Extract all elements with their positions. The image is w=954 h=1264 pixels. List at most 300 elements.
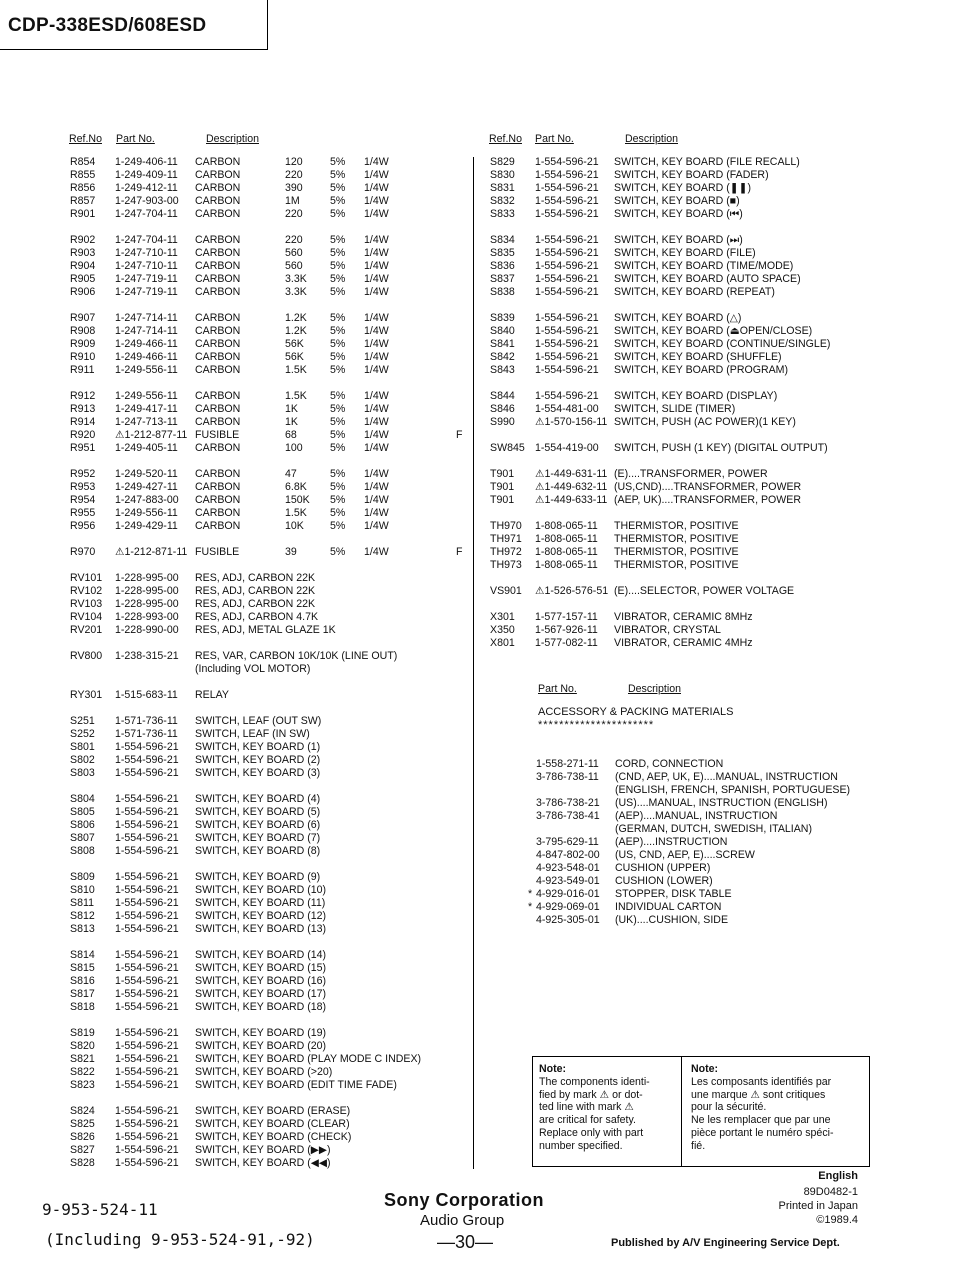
part-part: ⚠1-212-877-11 <box>115 429 188 441</box>
part-val: 10K <box>285 520 304 532</box>
part-part: 1-554-596-21 <box>535 182 599 194</box>
part-part: 1-554-596-21 <box>115 1053 179 1065</box>
packing-description-header: Description <box>628 683 681 695</box>
page-number: —30— <box>437 1232 494 1252</box>
part-desc: CARBON <box>195 494 241 506</box>
part-desc: CARBON <box>195 286 241 298</box>
part-ref: X801 <box>490 637 515 649</box>
part-val: 1.2K <box>285 325 307 337</box>
part-row <box>0 520 954 533</box>
part-ref: R954 <box>70 494 96 506</box>
part-ref: R902 <box>70 234 96 246</box>
part-desc: CARBON <box>195 208 241 220</box>
part-desc: CARBON <box>195 169 241 181</box>
part-row <box>0 286 954 299</box>
printed-in: Printed in Japan <box>778 1200 858 1212</box>
part-ref: S831 <box>490 182 515 194</box>
part-row <box>0 195 954 208</box>
part-val: 56K <box>285 338 304 350</box>
part-part: 1-554-596-21 <box>115 1144 179 1156</box>
part-ref: R855 <box>70 169 96 181</box>
part-ref: S834 <box>490 234 515 246</box>
part-desc: SWITCH, PUSH (1 KEY) (DIGITAL OUTPUT) <box>614 442 828 454</box>
part-ref: S802 <box>70 754 95 766</box>
packing-desc: (AEP)....MANUAL, INSTRUCTION <box>615 810 778 822</box>
part-row <box>0 312 954 325</box>
part-part: ⚠1-212-871-11 <box>115 546 188 558</box>
part-watt: 1/4W <box>364 286 389 298</box>
part-part: 1-554-596-21 <box>535 260 599 272</box>
part-watt: 1/4W <box>364 507 389 519</box>
part-ref: S252 <box>70 728 95 740</box>
part-part: 1-228-995-00 <box>115 598 179 610</box>
part-watt: 1/4W <box>364 481 389 493</box>
part-desc: CARBON <box>195 260 241 272</box>
part-ref: S823 <box>70 1079 95 1091</box>
part-ref: S807 <box>70 832 95 844</box>
part-row <box>0 338 954 351</box>
part-part: 1-247-714-11 <box>115 312 178 324</box>
part-part: 1-238-315-21 <box>115 650 179 662</box>
part-ref: S818 <box>70 1001 95 1013</box>
part-part: 1-554-596-21 <box>535 351 599 363</box>
note-line: are critical for safety. <box>539 1114 636 1127</box>
part-part: 1-554-596-21 <box>535 208 599 220</box>
part-desc: SWITCH, KEY BOARD (SHUFFLE) <box>614 351 782 363</box>
part-part: 1-554-596-21 <box>535 169 599 181</box>
note-line: Les composants identifiés par <box>691 1075 832 1088</box>
part-ref: R953 <box>70 481 96 493</box>
part-watt: 1/4W <box>364 234 389 246</box>
part-row <box>0 962 470 975</box>
note-line: ted line with mark ⚠ <box>539 1101 634 1114</box>
part-desc: SWITCH, KEY BOARD (>20) <box>195 1066 333 1078</box>
part-ref: R856 <box>70 182 96 194</box>
note-english <box>539 1063 677 1153</box>
part-row <box>0 494 954 507</box>
part-part: 1-554-596-21 <box>115 975 179 987</box>
part-ref: S817 <box>70 988 95 1000</box>
part-val: 1.5K <box>285 390 307 402</box>
packing-row <box>0 784 954 797</box>
part-part: 1-228-993-00 <box>115 611 179 623</box>
part-row <box>0 1079 470 1092</box>
packing-desc: STOPPER, DISK TABLE <box>615 888 732 900</box>
part-part: 1-228-995-00 <box>115 585 179 597</box>
part-row <box>0 234 954 247</box>
part-val: 1.5K <box>285 507 307 519</box>
packing-mark: * <box>528 901 533 913</box>
part-row <box>0 650 470 663</box>
part-ref: TH971 <box>490 533 522 545</box>
part-part: 1-554-596-21 <box>535 247 599 259</box>
part-desc: SWITCH, KEY BOARD (16) <box>195 975 327 987</box>
part-desc: SWITCH, KEY BOARD (5) <box>195 806 321 818</box>
part-ref: R970 <box>70 546 96 558</box>
part-desc: CARBON <box>195 520 241 532</box>
part-ref: S808 <box>70 845 95 857</box>
part-part: 1-249-409-11 <box>115 169 178 181</box>
part-ref: R920 <box>70 429 96 441</box>
part-ref: S840 <box>490 325 515 337</box>
part-part: 1-554-596-21 <box>115 741 179 753</box>
packing-row <box>0 875 954 888</box>
part-part: 1-554-596-21 <box>115 767 179 779</box>
part-watt: 1/4W <box>364 169 389 181</box>
ref-no-header: Ref.No <box>69 133 102 145</box>
part-desc: CARBON <box>195 312 241 324</box>
part-tol: 5% <box>330 546 346 558</box>
part-row <box>0 481 954 494</box>
part-part: 1-247-704-11 <box>115 234 178 246</box>
part-part: 1-247-883-00 <box>115 494 179 506</box>
part-ref: S822 <box>70 1066 95 1078</box>
part-ref: R913 <box>70 403 96 415</box>
part-watt: 1/4W <box>364 156 389 168</box>
part-part: 1-554-596-21 <box>115 1027 179 1039</box>
part-desc: CARBON <box>195 247 241 259</box>
part-desc: SWITCH, KEY BOARD (FILE) <box>614 247 756 259</box>
note-divider <box>681 1057 682 1166</box>
part-part: 1-554-596-21 <box>115 845 179 857</box>
part-part: 1-249-417-11 <box>115 403 178 415</box>
part-ref: R905 <box>70 273 96 285</box>
part-ref: S825 <box>70 1118 95 1130</box>
packing-mark: * <box>528 888 533 900</box>
part-watt: 1/4W <box>364 520 389 532</box>
part-tol: 5% <box>330 273 346 285</box>
part-row <box>0 1040 470 1053</box>
part-ref: R908 <box>70 325 96 337</box>
part-desc: CARBON <box>195 442 241 454</box>
part-row <box>0 585 954 598</box>
part-desc: SWITCH, KEY BOARD (△) <box>614 312 742 324</box>
part-desc: SWITCH, KEY BOARD (1) <box>195 741 321 753</box>
part-ref: S806 <box>70 819 95 831</box>
part-ref: RV102 <box>70 585 103 597</box>
part-desc: CARBON <box>195 416 241 428</box>
part-val: 150K <box>285 494 310 506</box>
packing-part: 3-786-738-11 <box>536 771 599 783</box>
part-row <box>0 546 954 559</box>
packing-part: 3-786-738-21 <box>536 797 600 809</box>
part-desc: SWITCH, KEY BOARD (⏭) <box>614 234 743 246</box>
part-row <box>0 169 954 182</box>
part-part: 1-554-596-21 <box>535 273 599 285</box>
part-watt: 1/4W <box>364 494 389 506</box>
group-name: Audio Group <box>420 1212 505 1229</box>
packing-part-header: Part No. <box>538 683 577 695</box>
part-ref: RV101 <box>70 572 103 584</box>
part-desc: RES, ADJ, CARBON 22K <box>195 572 316 584</box>
part-ref: S843 <box>490 364 515 376</box>
part-part: 1-567-926-11 <box>535 624 598 636</box>
packing-desc: (US)....MANUAL, INSTRUCTION (ENGLISH) <box>615 797 828 809</box>
packing-desc: INDIVIDUAL CARTON <box>615 901 722 913</box>
part-tol: 5% <box>330 247 346 259</box>
part-ref: T901 <box>490 494 515 506</box>
part-ref: S833 <box>490 208 515 220</box>
part-row <box>0 663 470 676</box>
part-val: 6.8K <box>285 481 307 493</box>
part-ref: S824 <box>70 1105 95 1117</box>
part-ref: S829 <box>490 156 515 168</box>
part-desc: SWITCH, SLIDE (TIMER) <box>614 403 736 415</box>
part-row <box>0 416 954 429</box>
part-row <box>0 182 954 195</box>
part-row <box>0 208 954 221</box>
part-ref: S819 <box>70 1027 95 1039</box>
part-row <box>0 611 954 624</box>
note-french <box>691 1063 867 1153</box>
copyright: ©1989.4 <box>816 1214 858 1226</box>
part-desc: FUSIBLE <box>195 546 240 558</box>
part-desc: CARBON <box>195 182 241 194</box>
part-val: 68 <box>285 429 297 441</box>
part-ref: T901 <box>490 468 515 480</box>
part-val: 1.5K <box>285 364 307 376</box>
part-tol: 5% <box>330 338 346 350</box>
part-ref: S838 <box>490 286 515 298</box>
part-ref: RV800 <box>70 650 103 662</box>
part-part: 1-554-596-21 <box>115 897 179 909</box>
part-row <box>0 351 954 364</box>
part-row <box>0 559 954 572</box>
part-part: 1-249-427-11 <box>115 481 178 493</box>
part-desc: CARBON <box>195 403 241 415</box>
part-ref: S836 <box>490 260 515 272</box>
part-row <box>0 1144 470 1157</box>
part-desc: SWITCH, KEY BOARD (20) <box>195 1040 327 1052</box>
part-desc: CARBON <box>195 351 241 363</box>
part-val: 220 <box>285 234 303 246</box>
part-ref: R903 <box>70 247 96 259</box>
part-row <box>0 364 954 377</box>
part-ref: S803 <box>70 767 95 779</box>
part-part: 1-554-596-21 <box>535 338 599 350</box>
part-ref: S844 <box>490 390 515 402</box>
part-part: 1-808-065-11 <box>535 533 598 545</box>
part-watt: 1/4W <box>364 260 389 272</box>
part-row <box>0 533 954 546</box>
part-row <box>0 273 954 286</box>
part-ref: R914 <box>70 416 96 428</box>
part-watt: 1/4W <box>364 195 389 207</box>
part-tol: 5% <box>330 312 346 324</box>
part-ref: S809 <box>70 871 95 883</box>
part-ref: S842 <box>490 351 515 363</box>
packing-desc: (GERMAN, DUTCH, SWEDISH, ITALIAN) <box>615 823 812 835</box>
packing-row <box>0 797 954 810</box>
part-part: 1-554-596-21 <box>115 754 179 766</box>
part-part: 1-247-710-11 <box>115 260 178 272</box>
part-tol: 5% <box>330 494 346 506</box>
part-tol: 5% <box>330 403 346 415</box>
part-ref: S990 <box>490 416 515 428</box>
part-desc: SWITCH, KEY BOARD (CLEAR) <box>195 1118 350 1130</box>
part-part: 1-247-713-11 <box>115 416 178 428</box>
part-ref: S811 <box>70 897 94 909</box>
part-desc: CARBON <box>195 507 241 519</box>
note-french-title: Note: <box>691 1063 719 1075</box>
document-number: 9-953-524-11 <box>42 1200 158 1219</box>
part-ref: T901 <box>490 481 515 493</box>
part-desc: CARBON <box>195 195 241 207</box>
part-desc: VIBRATOR, CRYSTAL <box>614 624 721 636</box>
part-desc: SWITCH, KEY BOARD (DISPLAY) <box>614 390 778 402</box>
part-ref: TH970 <box>490 520 522 532</box>
part-row <box>0 1131 470 1144</box>
part-ref: RV104 <box>70 611 103 623</box>
note-line: number specified. <box>539 1139 623 1152</box>
part-part: 1-554-596-21 <box>115 962 179 974</box>
part-desc: SWITCH, KEY BOARD (18) <box>195 1001 327 1013</box>
packing-desc: (CND, AEP, UK, E)....MANUAL, INSTRUCTION <box>615 771 838 783</box>
part-desc: SWITCH, KEY BOARD (9) <box>195 871 321 883</box>
description-header: Description <box>625 133 678 145</box>
part-desc: SWITCH, KEY BOARD (10) <box>195 884 327 896</box>
part-ref: R857 <box>70 195 96 207</box>
part-row <box>0 1027 470 1040</box>
part-part: 1-554-596-21 <box>115 1079 179 1091</box>
part-desc: RES, ADJ, CARBON 4.7K <box>195 611 319 623</box>
note-line: Ne les remplacer que par une <box>691 1114 831 1127</box>
part-watt: 1/4W <box>364 390 389 402</box>
part-desc: SWITCH, KEY BOARD (AUTO SPACE) <box>614 273 801 285</box>
part-watt: 1/4W <box>364 429 389 441</box>
part-desc: (E)....TRANSFORMER, POWER <box>614 468 768 480</box>
part-part: 1-247-710-11 <box>115 247 178 259</box>
part-part: 1-554-596-21 <box>115 884 179 896</box>
part-part: 1-554-596-21 <box>115 806 179 818</box>
part-ref: R909 <box>70 338 96 350</box>
part-val: 1.2K <box>285 312 307 324</box>
packing-row <box>0 901 954 914</box>
part-ref: RY301 <box>70 689 103 701</box>
part-ref: R910 <box>70 351 96 363</box>
part-desc: CARBON <box>195 234 241 246</box>
part-part: 1-554-596-21 <box>115 1001 179 1013</box>
part-ref: S827 <box>70 1144 95 1156</box>
part-row <box>0 1053 470 1066</box>
part-desc: VIBRATOR, CERAMIC 8MHz <box>614 611 753 623</box>
part-ref: S832 <box>490 195 515 207</box>
packing-title: ACCESSORY & PACKING MATERIALS <box>538 706 734 718</box>
language-label: English <box>818 1170 858 1182</box>
packing-part: 3-786-738-41 <box>536 810 600 822</box>
part-watt: 1/4W <box>364 325 389 337</box>
part-ref: R906 <box>70 286 96 298</box>
part-row <box>0 689 470 702</box>
safety-note-box <box>532 1056 870 1167</box>
packing-part: 4-929-016-01 <box>536 888 600 900</box>
part-row <box>0 715 470 728</box>
part-desc: SWITCH, KEY BOARD (14) <box>195 949 327 961</box>
part-ref: R955 <box>70 507 96 519</box>
part-part: 1-228-995-00 <box>115 572 179 584</box>
packing-row <box>0 771 954 784</box>
packing-desc: CORD, CONNECTION <box>615 758 724 770</box>
part-desc: RES, ADJ, CARBON 22K <box>195 585 316 597</box>
part-part: 1-554-596-21 <box>115 949 179 961</box>
packing-part: 4-925-305-01 <box>536 914 600 926</box>
packing-desc: (ENGLISH, FRENCH, SPANISH, PORTUGUESE) <box>615 784 851 796</box>
packing-row <box>0 862 954 875</box>
part-part: 1-554-596-21 <box>535 312 599 324</box>
part-part: 1-554-596-21 <box>535 234 599 246</box>
part-val: 560 <box>285 247 303 259</box>
part-row <box>0 728 470 741</box>
part-desc: SWITCH, KEY BOARD (13) <box>195 923 327 935</box>
part-ref: X301 <box>490 611 515 623</box>
part-val: 1K <box>285 416 298 428</box>
ref-no-header: Ref.No <box>489 133 522 145</box>
part-part: 1-554-596-21 <box>115 819 179 831</box>
part-watt: 1/4W <box>364 546 389 558</box>
part-part: 1-247-903-00 <box>115 195 179 207</box>
part-part: 1-554-596-21 <box>535 325 599 337</box>
part-ref: R912 <box>70 390 96 402</box>
packing-part: 4-923-549-01 <box>536 875 600 887</box>
part-part: 1-249-429-11 <box>115 520 178 532</box>
part-desc: SWITCH, KEY BOARD (FILE RECALL) <box>614 156 800 168</box>
packing-desc: CUSHION (LOWER) <box>615 875 713 887</box>
part-part: 1-249-556-11 <box>115 507 178 519</box>
part-val: 220 <box>285 169 303 181</box>
note-line: fié. <box>691 1139 706 1152</box>
part-ref: S251 <box>70 715 95 727</box>
part-part: 1-554-596-21 <box>115 1066 179 1078</box>
note-line: fied by mark ⚠ or dot- <box>539 1088 643 1101</box>
part-watt: 1/4W <box>364 468 389 480</box>
part-ref: R952 <box>70 468 96 480</box>
part-ref: R907 <box>70 312 96 324</box>
part-ref: R854 <box>70 156 96 168</box>
packing-desc: (AEP)....INSTRUCTION <box>615 836 728 848</box>
part-ref: S821 <box>70 1053 95 1065</box>
part-part: 1-247-719-11 <box>115 273 178 285</box>
part-tol: 5% <box>330 182 346 194</box>
part-desc: SWITCH, KEY BOARD (CONTINUE/SINGLE) <box>614 338 831 350</box>
part-ref: SW845 <box>490 442 525 454</box>
part-desc: SWITCH, KEY BOARD (19) <box>195 1027 327 1039</box>
part-row <box>0 325 954 338</box>
part-part: 1-249-466-11 <box>115 338 178 350</box>
packing-part: 4-929-069-01 <box>536 901 600 913</box>
part-tol: 5% <box>330 364 346 376</box>
part-desc: THERMISTOR, POSITIVE <box>614 546 739 558</box>
part-val: 220 <box>285 208 303 220</box>
part-desc: SWITCH, KEY BOARD (CHECK) <box>195 1131 352 1143</box>
part-part: 1-554-596-21 <box>115 1157 179 1169</box>
note-english-title: Note: <box>539 1063 567 1075</box>
part-watt: 1/4W <box>364 442 389 454</box>
part-desc: SWITCH, KEY BOARD (❚❚) <box>614 182 752 194</box>
part-desc: THERMISTOR, POSITIVE <box>614 559 739 571</box>
document-code: 89D0482-1 <box>803 1186 858 1198</box>
part-val: 1M <box>285 195 300 207</box>
part-row <box>0 1001 470 1014</box>
part-ref: R956 <box>70 520 96 532</box>
part-val: 56K <box>285 351 304 363</box>
part-part: 1-249-466-11 <box>115 351 178 363</box>
part-row <box>0 1066 470 1079</box>
part-watt: 1/4W <box>364 416 389 428</box>
part-ref: S826 <box>70 1131 95 1143</box>
part-desc: SWITCH, KEY BOARD (REPEAT) <box>614 286 775 298</box>
part-no-header: Part No. <box>116 133 155 145</box>
part-tol: 5% <box>330 325 346 337</box>
